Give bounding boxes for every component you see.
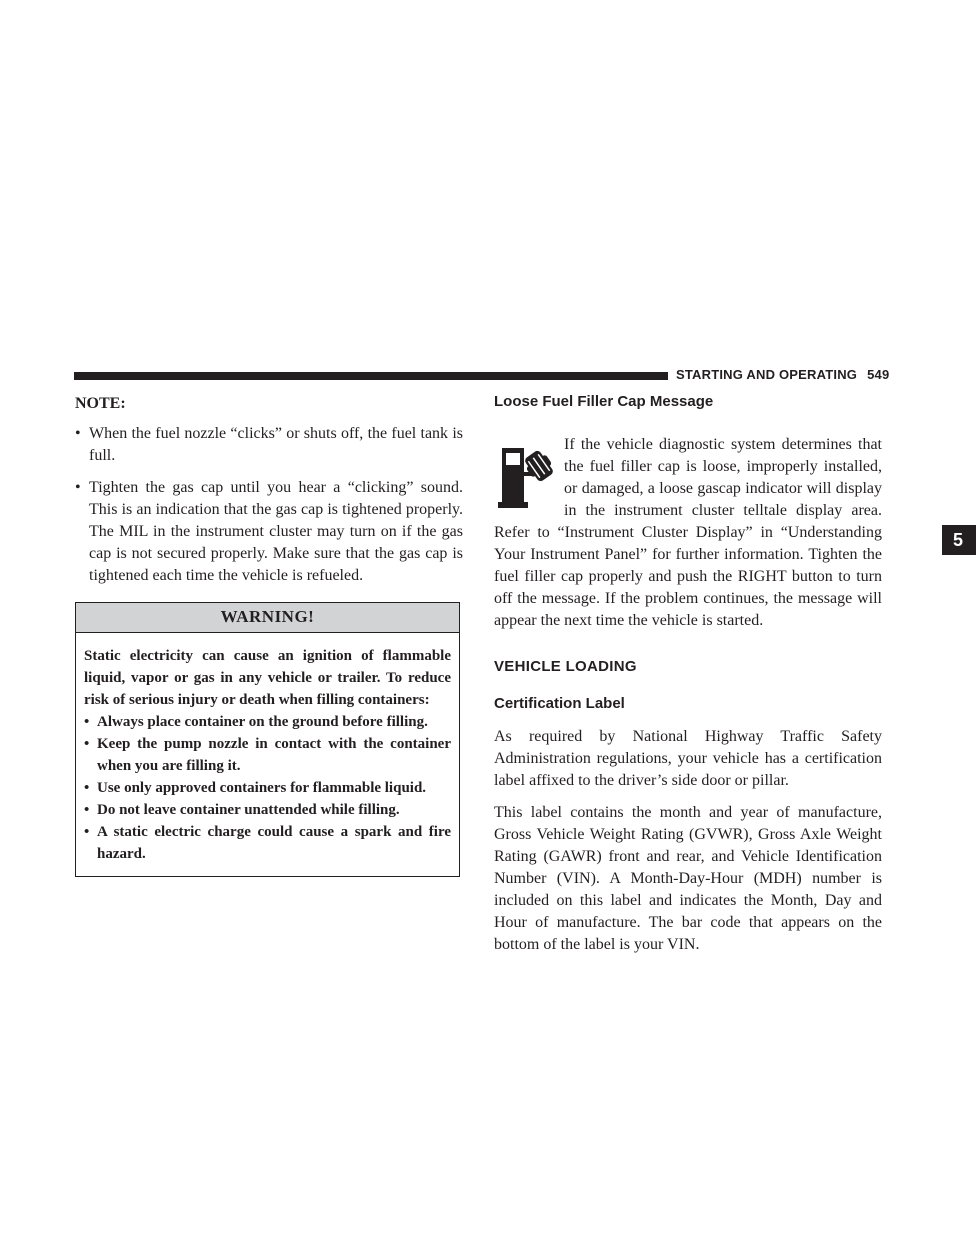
- loose-cap-section: [494, 434, 882, 632]
- note-title: NOTE:: [75, 395, 126, 412]
- list-item: • Do not leave container unattended while filling.: [84, 799, 451, 821]
- left-column: [75, 395, 463, 877]
- list-item: • Use only approved containers for flammable liquid.: [84, 777, 451, 799]
- certification-label-heading: Certification Label: [494, 695, 625, 712]
- loose-cap-text: If the vehicle diagnostic system determines that the fuel filler cap is loose, improperly installed, or damaged, a loose gascap indicator will display in the instrument cluster telltale display area. Refer to “Instrument Cluster Display” in “Understanding Your Instrument Panel” for further information. Tighten the fuel filler cap properly and push the RIGHT button to turn off the message. If the problem continues, the message will appear the next time the vehicle is started.: [494, 436, 882, 629]
- certification-paragraph-1: As required by National Highway Traffic Safety Administration regulations, your vehicle has a certification label affixed to the driver’s side door or pillar.: [494, 728, 882, 789]
- warning-list: [84, 711, 451, 865]
- list-item: • Keep the pump nozzle in contact with the container when you are filling it.: [84, 733, 451, 777]
- section-title: STARTING AND OPERATING: [676, 367, 858, 382]
- list-item: • Tighten the gas cap until you hear a “clicking” sound. This is an indication that the gas cap is tightened properly. The MIL in the instrument cluster may turn on if the gas cap is not secured properly. Make sure that the gas cap is tightened each time the vehicle is refueled.: [75, 477, 463, 587]
- warning-intro: Static electricity can cause an ignition of flammable liquid, vapor or gas in any vehicle or trailer. To reduce risk of serious injury or death when filling containers:: [84, 648, 451, 708]
- header-rule: [74, 372, 668, 380]
- warning-body: [76, 633, 459, 876]
- fuel-cap-loose-icon: [496, 440, 560, 516]
- list-item: • Always place container on the ground before filling.: [84, 711, 451, 733]
- certification-paragraph-2: This label contains the month and year of manufacture, Gross Vehicle Weight Rating (GVWR), Gross Axle Weight Rating (GAWR) front and rear, and Vehicle Identification Number (VIN). A Month-Day-Hour (MDH) number is included on this label and indicates the Month, Day and Hour of manufacture. The bar code that appears on the bottom of the label is your VIN.: [494, 804, 882, 953]
- warning-title: WARNING!: [76, 603, 459, 633]
- warning-box: [75, 602, 460, 877]
- vehicle-loading-heading: VEHICLE LOADING: [494, 658, 637, 675]
- loose-cap-heading: Loose Fuel Filler Cap Message: [494, 393, 714, 410]
- running-header: [676, 367, 889, 382]
- list-item: • When the fuel nozzle “clicks” or shuts off, the fuel tank is full.: [75, 423, 463, 467]
- right-column: [494, 393, 882, 956]
- page-number: 549: [867, 367, 890, 382]
- note-list: [75, 423, 463, 587]
- chapter-tab: 5: [942, 525, 976, 555]
- list-item: • A static electric charge could cause a spark and fire hazard.: [84, 821, 451, 865]
